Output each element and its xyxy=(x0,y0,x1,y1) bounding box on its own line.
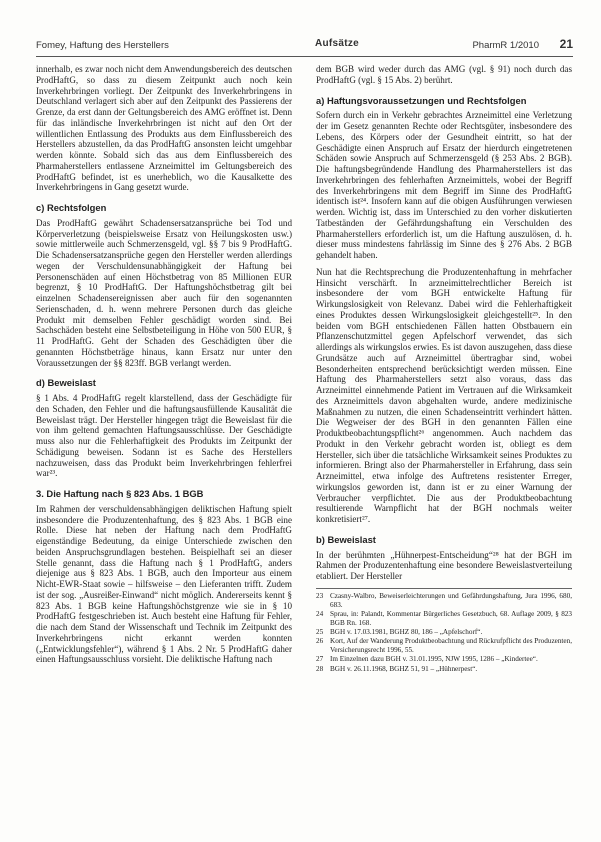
paragraph: § 1 Abs. 4 ProdHaftG regelt klarstellend, dass der Geschädigte für den Schaden, den Fehler und die haftungsausfüllende Kausalität die Beweislast trägt. Der Hersteller hingegen trägt die Beweislast für die von ihm geltend gemachten Haftungsausschlüsse. Der Geschädigte muss also nur die Fehlerhaftigkeit des Produkts im Zeitpunkt der Schädigung beweisen. Sodann ist es Sache des Herstellers nachzuweisen, dass das Produkt beim Inverkehrbringen fehlerfrei war²³. xyxy=(36,393,292,479)
footnote-number: 23 xyxy=(316,591,324,600)
footnotes xyxy=(316,588,572,674)
footnote-number: 27 xyxy=(316,655,324,664)
footnote-number: 25 xyxy=(316,628,324,637)
paragraph: Im Rahmen der verschuldensabhängigen deliktischen Haftung spielt insbesondere die Produzentenhaftung, des § 823 Abs. 1 BGB eine Rolle. Diese hat neben der Haftung nach dem ProdHaftG eigenständige Bedeutung, da einige Unterschiede zwischen den beiden Anspruchsgrundlagen bestehen. Beispielhaft sei an dieser Stelle genannt, dass die Haftung nach § 1 ProdHaftG, anders diejenige aus § 823 Abs. 1 BGB, auch den Importeur aus einem Nicht-EWR-Staat sowie – hilfsweise – den Lieferanten trifft. Zudem ist der sog. „Ausreißer-Einwand“ nicht möglich. Andererseits kennt § 823 Abs. 1 BGB keine Haftungshöchstgrenze wie sie in § 10 ProdHaftG festgeschrieben ist. Auch besteht eine Haftung für Fehler, die nach dem Stand der Wissenschaft und Technik im Zeitpunkt des Inverkehrbringens nicht erkannt werden konnten („Entwicklungsfehler“), während § 1 Abs. 2 Nr. 5 ProdHaftG daher einen Haftungsausschluss vorsieht. Die deliktische Haftung nach xyxy=(36,503,292,665)
right-column xyxy=(316,64,572,674)
footnote xyxy=(316,655,572,664)
paragraph: dem BGB wird weder durch das AMG (vgl. § 91) noch durch das ProdHaftG (vgl. § 15 Abs. 2) berührt. xyxy=(316,64,572,85)
paragraph: innerhalb, es zwar noch nicht dem Anwendungsbereich des deutschen ProdHaftG, so dass zu diesem Zeitpunkt auch noch kein Inverkehrbringen vorliegt. Der Zeitpunkt des Inverkehrbringens in Deutschland verlagert sich aber auf den Zeitpunkt des Passierens der Grenze, da erst dann der Geltungsbereich des AMG eröffnet ist. Denn für das inländische Inverkehrbringen ist nicht auf den Ort der willentlichen Entlassung des Produkts aus dem Einflussbereich des Herstellers abzustellen, da das ProdHaftG ansonsten leicht umgehbar werden könnte. Sobald sich das aus dem Einflussbereich des Pharmaherstellers entlassene Arzneimittel im Geltungsbereich des ProdHaftG befindet, ist es unerheblich, wo die Kausalkette des Inverkehrbringens in Gang gesetzt wurde. xyxy=(36,64,292,193)
paragraph: In der berühmten „Hühnerpest-Entscheidung“²⁸ hat der BGH im Rahmen der Produzentenhaftung eine besondere Beweislastverteilung etabliert. Der Hersteller xyxy=(316,549,572,581)
section-heading-823: 3. Die Haftung nach § 823 Abs. 1 BGB xyxy=(36,488,204,499)
footnote xyxy=(316,628,572,637)
footnote-text: Sprau, in: Palandt, Kommentar Bürgerliches Gesetzbuch, 68. Auflage 2009, § 823 BGB Rn. 168. xyxy=(330,609,572,628)
running-title: Fomey, Haftung des Herstellers xyxy=(36,40,169,51)
subheading-beweislast: d) Beweislast xyxy=(36,377,96,389)
footnote-text: Czasny-Walbro, Beweiserleichterungen und Gefährdungshaftung, Jura 1996, 680, 683. xyxy=(330,591,572,609)
page-number: 21 xyxy=(559,37,573,51)
footnote-text: Kort, Auf der Wanderung Produktbeobachtung und Rückrufpflicht des Produzenten, Versicherungsrecht 1996, 55. xyxy=(330,637,573,655)
footnote xyxy=(316,592,572,610)
paragraph: Sofern durch ein in Verkehr gebrachtes Arzneimittel eine Verletzung der im Gesetz genannten Rechte oder Rechtsgüter, insbesondere des Lebens, des Körpers oder der Gesundheit eintritt, so hat der Geschädigte einen Anspruch auf Ersatz der hierdurch eingetretenen Schäden sowie Anspruch auf Schmerzensgeld (§ 253 Abs. 2 BGB). Die haftungsbegründende Handlung des Pharmaherstellers ist das Inverkehrbringen des fehlerhaften Arzneimittels, wobei der Begriff des Inverkehrbringens mit dem Begriff im Sinne des ProdHaftG identisch ist²⁴. Insofern kann auf die obigen Ausführungen verwiesen werden. Wichtig ist, dass im Unterschied zu den vorher diskutierten Tatbeständen der Gefährdungshaftung ein Verschulden des Pharmaherstellers erforderlich ist, um die Haftung auszulösen, d. h. dieser muss mindestens fahrlässig im Sinne des § 276 Abs. 2 BGB gehandelt haben. xyxy=(316,110,572,260)
footnote-number: 26 xyxy=(316,637,324,646)
page-header xyxy=(36,36,573,54)
paragraph: Nun hat die Rechtsprechung die Produzentenhaftung in mehrfacher Hinsicht verschärft. In arzneimittelrechtlicher Bereich ist insbesondere der vom BGH entwickelte Haftung für Wirkungslosigkeit von Relevanz. Dabei wird die Fehlerhaftigkeit eines Produktes dessen Wirkungslosigkeit gleichgestellt²⁵. In den beiden vom BGH entschiedenen Fällen hatten Obstbauern ein Pflanzenschutzmittel gegen Apfelschorf verwendet, das sich allerdings als wirkungslos erwies. Es ist davon auszugehen, dass diese Grundsätze auch auf Arzneimittel übertragbar sind, wobei Besonderheiten entsprechend berücksichtigt werden müssen. Eine Haftung des Pharmaherstellers setzt also voraus, dass das Arzneimittel einnehmende Patient im Vertrauen auf die Wirksamkeit des Arzneimittels davon abgehalten wurde, andere medizinische Maßnahmen zu nutzen, die einen Schadenseintritt verhindert hätten. Die Wegweiser der des BGH in den genannten Fällen eine Produktbeobachtungspflicht²⁶ angenommen. Auch nachdem das Produkt in den Verkehr gebracht worden ist, obliegt es dem Hersteller, sich über die tatsächliche Wirksamkeit seines Produktes zu informieren. Bringt also der Pharmahersteller in Erfahrung, dass sein Arzneimittel, etwa infolge des Auftretens resistenter Erreger, wirkungslos geworden ist, dann ist er zu einer Warnung der Verbraucher verpflichtet. Die aus der Produktbeobachtung resultierende Warnpflicht hat der BGH nochmals weiter konkretisiert²⁷. xyxy=(316,266,572,524)
subheading-haftungsvoraussetzungen: a) Haftungsvoraussetzungen und Rechtsfolgen xyxy=(316,94,527,106)
footnote xyxy=(316,610,572,628)
footnote-text: BGH v. 17.03.1981, BGHZ 80, 186 – „Apfelschorf“. xyxy=(330,628,483,637)
left-column xyxy=(36,64,292,671)
footnote-text: Im Einzelnen dazu BGH v. 31.01.1995, NJW 1995, 1286 – „Kindertee“. xyxy=(330,655,538,664)
section-label: Aufsätze xyxy=(314,38,360,49)
footnote xyxy=(316,637,572,655)
footnote-number: 24 xyxy=(316,609,324,618)
subheading-rechtsfolgen: c) Rechtsfolgen xyxy=(36,202,107,213)
footnote xyxy=(316,665,572,674)
journal-issue: PharmR 1/2010 xyxy=(472,40,539,51)
footnote-text: BGH v. 26.11.1968, BGHZ 51, 91 – „Hühnerpest“. xyxy=(330,664,478,673)
footnote-number: 28 xyxy=(316,664,324,673)
subheading-beweislast-b: b) Beweislast xyxy=(316,533,376,545)
header-rule xyxy=(36,56,573,57)
paragraph: Das ProdHaftG gewährt Schadensersatzansprüche bei Tod und Körperverletzung (beispielsweise Ersatz von Heilungskosten usw.) sowie mittlerweile auch Schmerzensgeld, vgl. §§ 7 bis 9 ProdHaftG. Die Schadensersatzansprüche gegen den Hersteller werden allerdings wegen der Verschuldensunabhängigkeit der Haftung bei Personenschäden auf einen Höchstbetrag von 85 Millionen EUR begrenzt, § 10 ProdHaftG. Der Haftungshöchstbetrag gilt bei einzelnen Schadensereignissen aber auch für den sogenannten Serienschaden, d. h. wenn mehrere Personen durch das gleiche Produkt mit demselben Fehler geschädigt worden sind. Bei Sachschäden besteht eine Selbstbeteiligung in Höhe von 500 EUR, § 11 ProdHaftG. Geht der Schaden des Geschädigten über die genannten Höchstbeträge hinaus, kann Ersatz nur unter den Voraussetzungen der §§ 823ff. BGB verlangt werden. xyxy=(36,217,292,368)
